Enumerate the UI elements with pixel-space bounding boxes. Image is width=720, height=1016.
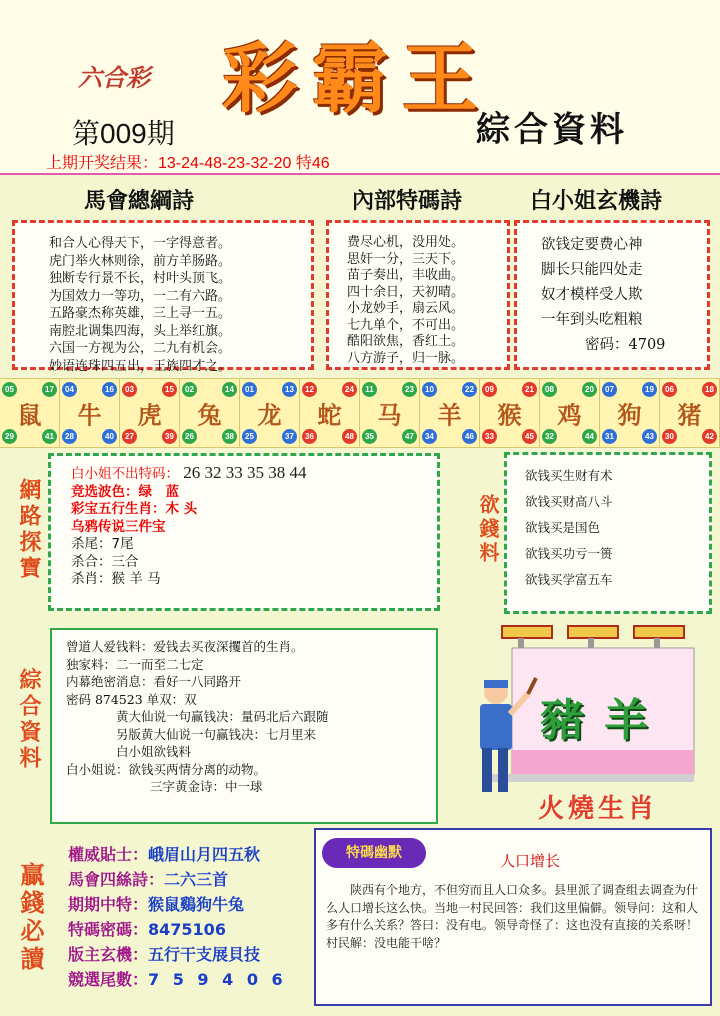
- left-section-title: 馬會總綱詩: [84, 188, 195, 214]
- zodiac-animal-icon: 蛇: [317, 400, 342, 430]
- zodiac-animal-icon: 猪: [677, 400, 702, 430]
- net-line-7: 杀肖：猴 羊 马: [71, 571, 161, 587]
- brand-title: 彩霸王: [222, 34, 492, 123]
- fp-key: 馬會四絲詩：: [68, 870, 165, 889]
- right-code: 密码：4709: [585, 337, 666, 353]
- zodiac-cell: [240, 379, 300, 447]
- net-box: [48, 453, 440, 611]
- number-ball: 33: [482, 429, 497, 444]
- number-ball: 43: [642, 429, 657, 444]
- zodiac-cell: [480, 379, 540, 447]
- story-title: 人口增长: [500, 852, 561, 870]
- poem-line: 一年到头吃粗粮: [541, 312, 643, 328]
- number-ball: 34: [422, 429, 437, 444]
- money-line: 欲钱买财高八斗: [525, 494, 613, 509]
- number-ball: 14: [222, 382, 237, 397]
- poem-line: 小龙妙手，扇云风。: [347, 301, 465, 316]
- zodiac-cell: [540, 379, 600, 447]
- poem-line: 费尽心机，没用处。: [347, 235, 465, 250]
- number-ball: 16: [102, 382, 117, 397]
- zonghe-line: 另版黄大仙说一句赢钱决：七月里来: [116, 726, 317, 742]
- painter-panel: [452, 620, 714, 830]
- number-ball: 48: [342, 429, 357, 444]
- fp-value: 五行干支展貝技: [148, 945, 261, 964]
- poem-line: 酷阳欲焦，香红土。: [347, 334, 465, 349]
- number-ball: 22: [462, 382, 477, 397]
- number-ball: 12: [302, 382, 317, 397]
- number-ball: 36: [302, 429, 317, 444]
- number-ball: 13: [282, 382, 297, 397]
- net-line-2: 竞选波色：绿 蓝: [71, 483, 179, 500]
- number-ball: 09: [482, 382, 497, 397]
- poem-line: 六国一方视为公，二九有机会。: [49, 341, 232, 356]
- zodiac-animal-icon: 牛: [77, 400, 102, 430]
- number-ball: 45: [522, 429, 537, 444]
- right-poem-box: [514, 220, 710, 370]
- number-ball: 29: [2, 429, 17, 444]
- number-ball: 26: [182, 429, 197, 444]
- humor-badge: 特碼幽默: [322, 838, 426, 868]
- fp-value: 8475106: [148, 920, 226, 939]
- number-ball: 47: [402, 429, 417, 444]
- zonghe-line: 独家料：二一而至二七定: [66, 656, 204, 672]
- number-ball: 11: [362, 382, 377, 397]
- number-ball: 30: [662, 429, 677, 444]
- net-line-5: 杀尾：7尾: [71, 536, 134, 552]
- number-ball: 17: [42, 382, 57, 397]
- front-page-list: [50, 834, 310, 1008]
- zodiac-animal-icon: 鸡: [557, 400, 582, 430]
- money-line: 欲钱买生财有术: [525, 468, 613, 483]
- number-ball: 42: [702, 429, 717, 444]
- number-ball: 46: [462, 429, 477, 444]
- mid-poem-box: [326, 220, 510, 370]
- poem-line: 独断专行景不长，村叶头顶飞。: [49, 271, 232, 286]
- fp-key: 版主玄機：: [68, 945, 149, 964]
- zodiac-cell: [420, 379, 480, 447]
- zonghe-line: 黄大仙说一句赢钱决：量码北后六跟随: [116, 709, 329, 724]
- net-line-3: 彩宝五行生肖：木 头: [71, 501, 198, 517]
- number-ball: 31: [602, 429, 617, 444]
- zonghe-box: [50, 628, 438, 824]
- number-ball: 25: [242, 429, 257, 444]
- number-ball: 24: [342, 382, 357, 397]
- number-ball: 35: [362, 429, 377, 444]
- poem-line: 四十余日，天初晴。: [347, 284, 465, 300]
- number-ball: 08: [542, 382, 557, 397]
- zonghe-line: 三字黄金诗：中一球: [150, 779, 263, 794]
- zodiac-cell: [660, 379, 720, 447]
- net-line-1-label: 白小姐不出特码：: [71, 466, 179, 482]
- poem-line: 为国效力一等功，一二有六路。: [49, 288, 232, 304]
- number-ball: 23: [402, 382, 417, 397]
- zodiac-animal-icon: 狗: [617, 400, 642, 430]
- money-line: 欲钱买是国色: [525, 520, 601, 535]
- zodiac-cell: [60, 379, 120, 447]
- number-ball: 20: [582, 382, 597, 397]
- number-ball: 18: [702, 382, 717, 397]
- poem-line: 虎门举火林则徐，前方羊肠路。: [49, 253, 232, 269]
- poem-line: 欲钱定要费心神: [541, 237, 643, 253]
- number-ball: 28: [62, 429, 77, 444]
- zodiac-animal-icon: 兔: [197, 400, 222, 430]
- number-ball: 10: [422, 382, 437, 397]
- humor-story-box: [314, 828, 712, 1006]
- zodiac-cell: [600, 379, 660, 447]
- zonghe-line: 曾道人爱钱料：爱钱去买夜深攫首的生肖。: [66, 639, 304, 654]
- number-ball: 02: [182, 382, 197, 397]
- zonghe-line: 内幕绝密消息：看好一八同路开: [66, 674, 242, 689]
- net-label: 網路探寶: [16, 478, 42, 582]
- fp-value: 猴鼠鷄狗牛兔: [148, 895, 245, 914]
- number-ball: 44: [582, 429, 597, 444]
- number-ball: 27: [122, 429, 137, 444]
- number-ball: 03: [122, 382, 137, 397]
- money-box: [504, 452, 712, 614]
- brand-small: 六合彩: [78, 63, 150, 92]
- last-result: 上期开奖结果：13-24-48-23-32-20 特46: [46, 155, 330, 172]
- number-ball: 04: [62, 382, 77, 397]
- painter-caption: 火燒生肖: [538, 794, 659, 824]
- poem-line: 奴才模样受人欺: [541, 287, 643, 303]
- net-line-4: 乌鸦传说三件宝: [71, 518, 166, 535]
- number-ball: 32: [542, 429, 557, 444]
- zodiac-cell: [180, 379, 240, 447]
- net-line-1-value: 26 32 33 35 38 44: [183, 463, 307, 482]
- zonghe-line: 密码 874523 单双：双: [66, 691, 197, 707]
- fp-key: 權威貼士：: [68, 845, 149, 864]
- poem-line: 南腔北调集四海，头上举红旗。: [49, 323, 232, 339]
- issue-number: 第009期: [72, 118, 175, 149]
- poem-line: 五路豪杰称英雄，三上寻一五。: [49, 306, 232, 321]
- fp-key: 競選尾數：: [68, 970, 149, 989]
- number-ball: 06: [662, 382, 677, 397]
- poem-line: 脚长只能四处走: [541, 262, 643, 278]
- number-ball: 15: [162, 382, 177, 397]
- zodiac-animal-icon: 马: [377, 400, 402, 430]
- fp-key: 特碼密碼：: [68, 920, 149, 939]
- number-ball: 01: [242, 382, 257, 397]
- net-line-6: 杀合：三合: [71, 553, 139, 570]
- mid-section-title: 內部特碼詩: [352, 188, 463, 214]
- poem-line: 思奸一分，三天下。: [347, 251, 465, 267]
- number-ball: 21: [522, 382, 537, 397]
- number-ball: 05: [2, 382, 17, 397]
- number-ball: 38: [222, 429, 237, 444]
- zodiac-animal-icon: 猴: [497, 400, 522, 430]
- zodiac-animal-icon: 龙: [257, 400, 282, 430]
- poem-line: 七九单个，不可出。: [347, 317, 465, 333]
- money-line: 欲钱买学富五车: [525, 572, 613, 587]
- zodiac-cell: [300, 379, 360, 447]
- zodiac-animal-icon: 虎: [137, 400, 162, 430]
- must-read-label: 贏錢必讀: [16, 862, 45, 974]
- number-ball: 40: [102, 429, 117, 444]
- poem-line: 和合人心得天下，一字得意者。: [49, 236, 232, 251]
- left-poem-box: [12, 220, 314, 374]
- zodiac-cell: [360, 379, 420, 447]
- subtitle: 綜合資料: [476, 110, 628, 150]
- zodiac-cell: [0, 379, 60, 447]
- number-ball: 07: [602, 382, 617, 397]
- fp-value: 二六三首: [164, 870, 229, 889]
- right-section-title: 白小姐玄機詩: [530, 188, 663, 214]
- poem-line: 妙语连珠四五出，王族四才之。: [49, 358, 232, 374]
- zonghe-line: 白小姐说：欲钱买两情分离的动物。: [66, 761, 267, 777]
- money-label: 欲錢料: [476, 494, 500, 566]
- zodiac-animal-icon: 羊: [437, 400, 462, 430]
- poem-line: 苗子奏出，丰收曲。: [347, 268, 465, 283]
- fp-key: 期期中特：: [68, 895, 149, 914]
- number-ball: 37: [282, 429, 297, 444]
- number-ball: 19: [642, 382, 657, 397]
- number-ball: 39: [162, 429, 177, 444]
- zodiac-animal-icon: 鼠: [17, 400, 42, 430]
- zodiac-strip: [0, 378, 720, 448]
- money-line: 欲钱买功亏一篑: [525, 546, 613, 561]
- fp-value: 7 5 9 4 0 6: [148, 970, 287, 989]
- zonghe-label: 綜合資料: [16, 668, 42, 772]
- number-ball: 41: [42, 429, 57, 444]
- zonghe-line: 白小姐欲钱料: [116, 744, 192, 759]
- story-text: 陕西有个地方，不但穷而且人口众多。县里派了调查组去调查为什么人口增长这么快。当地一村民回答：我们这里偏僻。领导问：这和人多有什么关系？答曰：没有电。领导奇怪了：这也没有直接的关系呀！村民解：没电能干啥？: [326, 883, 699, 950]
- zodiac-cell: [120, 379, 180, 447]
- header-divider: [0, 173, 720, 175]
- painter-sign: 豬羊: [540, 695, 668, 746]
- poem-line: 八方游子，归一脉。: [347, 350, 465, 366]
- fp-value: 峨眉山月四五秋: [148, 845, 261, 864]
